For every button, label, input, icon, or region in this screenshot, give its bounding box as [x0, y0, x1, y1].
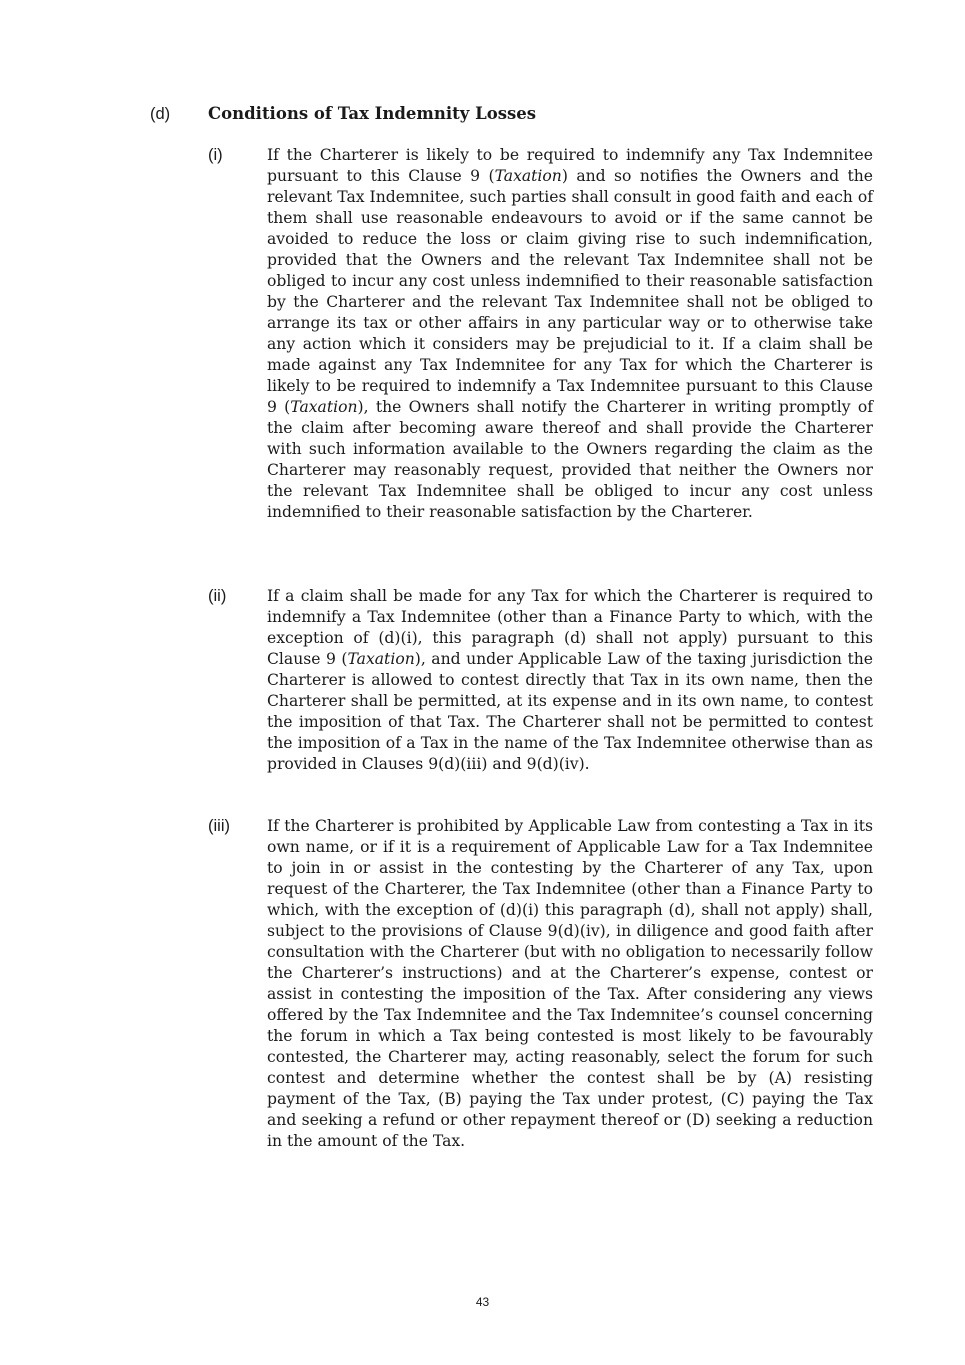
paragraph-text: If the Charterer is prohibited by Applicable Law from contesting a Tax in its own name, or if it is a requirement of Applicable Law for a Tax Indemnitee to join in or assist in the contesting by the Charterer of any Tax, upon request of the Charterer, the Tax Indemnitee (other than a Finance Party to which, with the exception of (d)(i) this paragraph (d), shall not apply) shall, subject to the provisions of Clause 9(d)(iv), in diligence and good faith after consultation with the Charterer (but with no obligation to necessarily follow the Charterer’s instructions) and at the Charterer’s expense, contest or assist in contesting the imposition of the Tax. After considering any views offered by the Tax Indemnitee and the Tax Indemnitee’s counsel concerning the forum in which a Tax being contested is most likely to be favourably contested, the Charterer may, acting reasonably, select the forum for such contest and determine whether the contest shall be by (A) resisting payment of the Tax, (B) paying the Tax under protest, (C) paying the Tax and seeking a refund or other repayment thereof or (D) seeking a reduction in the amount of the Tax. [267, 817, 873, 1150]
paragraph-number: (i) [208, 146, 223, 164]
section-number: (d) [150, 105, 171, 123]
paragraph-number: (ii) [208, 587, 227, 605]
page-number: 43 [475, 1295, 490, 1309]
section-title: Conditions of Tax Indemnity Losses [208, 104, 537, 123]
paragraph-number: (iii) [208, 817, 230, 835]
paragraph-text: If a claim shall be made for any Tax for which the Charterer is required to indemnify a Tax Indemnitee (other than a Finance Party to which, with the exception of (d)(i), this paragraph (d) shall not apply) pursuant to this Clause 9 (Taxation), and under Applicable Law of the taxing jurisdiction the Charterer is allowed to contest directly that Tax in its own name, then the Charterer shall be permitted, at its expense and in its own name, to contest the imposition of that Tax. The Charterer shall not be permitted to contest the imposition of a Tax in the name of the Tax Indemnitee otherwise than as provided in Clauses 9(d)(iii) and 9(d)(iv). [267, 587, 873, 773]
section-heading [150, 104, 880, 130]
paragraph-text: If the Charterer is likely to be required to indemnify any Tax Indemnitee pursuant to this Clause 9 (Taxation) and so notifies the Owners and the relevant Tax Indemnitee, such parties shall consult in good faith and each of them shall use reasonable endeavours to avoid or if the same cannot be avoided to reduce the loss or claim giving rise to such indemnification, provided that the Owners and the relevant Tax Indemnitee shall not be obliged to incur any cost unless indemnified to their reasonable satisfaction by the Charterer and the relevant Tax Indemnitee shall not be obliged to arrange its tax or other affairs in any particular way or to otherwise take any action which it considers may be prejudicial to it. If a claim shall be made against any Tax Indemnitee for any Tax for which the Charterer is likely to be required to indemnify a Tax Indemnitee pursuant to this Clause 9 (Taxation), the Owners shall notify the Charterer in writing promptly of the claim after becoming aware thereof and shall provide the Charterer with such information available to the Owners regarding the claim as the Charterer may reasonably request, provided that neither the Owners nor the relevant Tax Indemnitee shall be obliged to incur any cost unless indemnified to their reasonable satisfaction by the Charterer. [267, 146, 873, 521]
